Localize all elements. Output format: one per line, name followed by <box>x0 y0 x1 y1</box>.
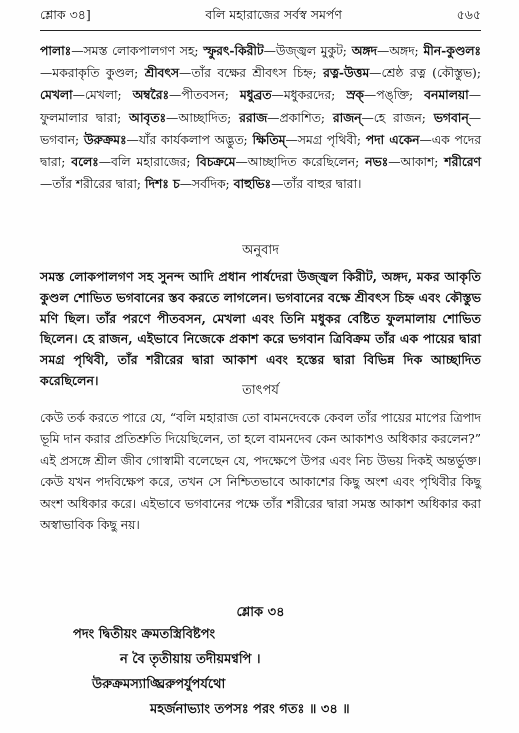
synonym-meaning: —মেখলা; <box>72 88 133 103</box>
synonym-meaning: —মকরাকৃতি কুণ্ডল; <box>40 66 145 81</box>
synonym-word: শ্রীবৎস <box>144 65 180 81</box>
header-verse-ref: শ্লোক ৩৪] <box>40 7 91 22</box>
synonym-word: বিচক্রমে <box>196 154 236 170</box>
synonym-meaning: —পঙ্‌ক্তি; <box>363 88 425 103</box>
synonym-word: মধুব্রত <box>239 87 272 103</box>
translation-text: সমস্ত লোকপালগণ সহ সুনন্দ আদি প্রধান পার্ষদেরা উজ্জ্বল কিরীট, অঙ্গদ, মকর আকৃতি কুণ্ডল শোভিত ভগবানের স্তব করতে লাগলেন। ভগবানের বক্ষে শ্রীবৎস চিহ্ন এবং কৌস্তুভ মণি ছিল। তাঁর পরণে পীতবসন, মেখলা এবং তিনি মধুকর বেষ্টিত ফুলমালায় শোভিত ছিলেন। হে রাজন, এইভাবে নিজেকে প্রকাশ করে ভগবান ত্রিবিক্রম তাঁর এক পায়ের দ্বারা সমগ্র পৃথিবী, তাঁর শরীরের দ্বারা আকাশ এবং হস্তের দ্বারা বিভিন্ন দিক আচ্ছাদিত করেছিলেন। <box>40 269 481 388</box>
page-header <box>40 6 481 28</box>
verse-heading: শ্লোক ৩৪ <box>236 605 285 620</box>
synonym-word: রত্ন-উত্তম <box>323 65 370 81</box>
verse-line-4: মহর্জনাভ্যাং তপসঃ পরং গতঃ ॥ ৩৪ ॥ <box>150 702 350 717</box>
synonym-word: উরুক্রমঃ <box>83 131 127 147</box>
synonym-meaning: —হে রাজন; <box>361 110 434 125</box>
synonym-meaning: —প্রকাশিত; <box>267 110 333 125</box>
synonym-word: নভঃ <box>365 154 389 170</box>
synonym-meaning: —শ্রেষ্ঠ রত্ন (কৌস্তুভ); <box>369 66 481 81</box>
header-page-number: ৫৬৫ <box>456 7 481 22</box>
synonym-word: রাজন্ <box>332 109 362 125</box>
synonym-word: দিশঃ চ <box>144 176 180 192</box>
header-chapter-title: বলি মহারাজের সর্বস্ব সমর্পণ <box>205 7 342 22</box>
synonym-meaning: —বলি মহারাজের; <box>98 155 197 170</box>
word-meanings <box>40 40 481 195</box>
synonym-word: পদা একেন <box>365 131 420 147</box>
synonym-meaning: —আচ্ছাদিত করেছিলেন; <box>235 155 366 170</box>
verse-line-2: ন বৈ তৃতীয়ায় তদীয়মণ্বপি । <box>120 652 261 667</box>
synonym-meaning: —আকাশ; <box>388 155 445 170</box>
synonym-word: শরীরেণ <box>444 154 481 170</box>
translation-heading: অনুবাদ <box>242 243 279 258</box>
synonym-word: স্রক্ <box>346 87 364 103</box>
synonym-meaning: —অঙ্গদ; <box>376 44 424 58</box>
synonym-meaning: —তাঁর বক্ষের শ্রীবৎস চিহ্ন; <box>179 66 324 81</box>
synonym-meaning: —আচ্ছাদিত; <box>166 110 240 125</box>
synonym-word: বনমালয়া <box>424 87 469 103</box>
synonym-meaning: —তাঁর বাহুর দ্বারা। <box>271 177 362 192</box>
synonym-word: ভগবান্ <box>433 109 469 125</box>
verse-line-1: পদং দ্বিতীয়ং ক্রমতস্ত্রিবিষ্টপং <box>73 627 216 642</box>
synonym-meaning: —পীতবসন; <box>169 88 240 103</box>
synonym-word: মীন-কুণ্ডলঃ <box>423 43 481 58</box>
synonym-word: আবৃতঃ <box>129 109 167 125</box>
synonym-word: অঙ্গদ <box>351 43 377 58</box>
synonym-meaning: —উজ্জ্বল মুকুট; <box>263 44 352 58</box>
header-rule <box>40 30 481 31</box>
synonym-meaning: —ভগবান; <box>40 110 481 147</box>
synonym-word: ক্ষিতিম্ <box>252 131 286 147</box>
synonym-meaning: —এক পদের দ্বারা; <box>40 132 481 170</box>
synonym-meaning: —মধুকরদের; <box>271 88 347 103</box>
synonym-word: অম্বরৈঃ <box>132 87 170 103</box>
synonym-meaning: —সমস্ত লোকপালগণ সহ; <box>71 44 204 58</box>
purport-text: কেউ তর্ক করতে পারে যে, “বলি মহারাজ তো বামনদেবকে কেবল তাঁর পায়ের মাপের ত্রিপাদ ভূমি দান করার প্রতিশ্রুতি দিয়েছিলেন, তা হলে বামনদেব কেন আকাশও অধিকার করলেন?” এই প্রসঙ্গে শ্রীল জীব গোস্বামী বলেছেন যে, পদক্ষেপে উপর এবং নিচ উভয় দিকই অন্তর্ভুক্ত। কেউ যখন পদবিক্ষেপ করে, তখন সে নিশ্চিতভাবে আকাশের কিছু অংশ এবং পৃথিবীর কিছু অংশ অধিকার করে। এইভাবে ভগবানের পক্ষে তাঁর শরীরের দ্বারা সমস্ত আকাশ অধিকার করা অস্বাভাবিক কিছু নয়। <box>40 411 482 533</box>
verse-line-3: উরুক্রমস্যাঙ্ঘ্রিরুপর্যুপর্যথো <box>92 677 226 692</box>
synonym-meaning: —তাঁর শরীরের দ্বারা; <box>40 177 145 192</box>
synonym-meaning: —যাঁর কার্যকলাপ অদ্ভুত; <box>126 132 253 147</box>
synonym-word: ররাজ <box>239 109 268 125</box>
synonym-word: পালাঃ <box>40 43 72 58</box>
synonym-meaning: —সর্বদিক; <box>179 177 234 192</box>
synonym-word: স্ফুরৎ-কিরীট <box>203 43 264 58</box>
synonym-word: মেখলা <box>40 87 73 103</box>
synonym-word: বাহুভিঃ <box>233 176 272 192</box>
purport-heading: তাৎপর্য <box>242 383 279 398</box>
synonym-meaning: —সমগ্র পৃথিবী; <box>285 132 366 147</box>
synonym-meaning: —ফুলমালার দ্বারা; <box>40 88 481 125</box>
synonym-word: বলেঃ <box>71 154 99 170</box>
